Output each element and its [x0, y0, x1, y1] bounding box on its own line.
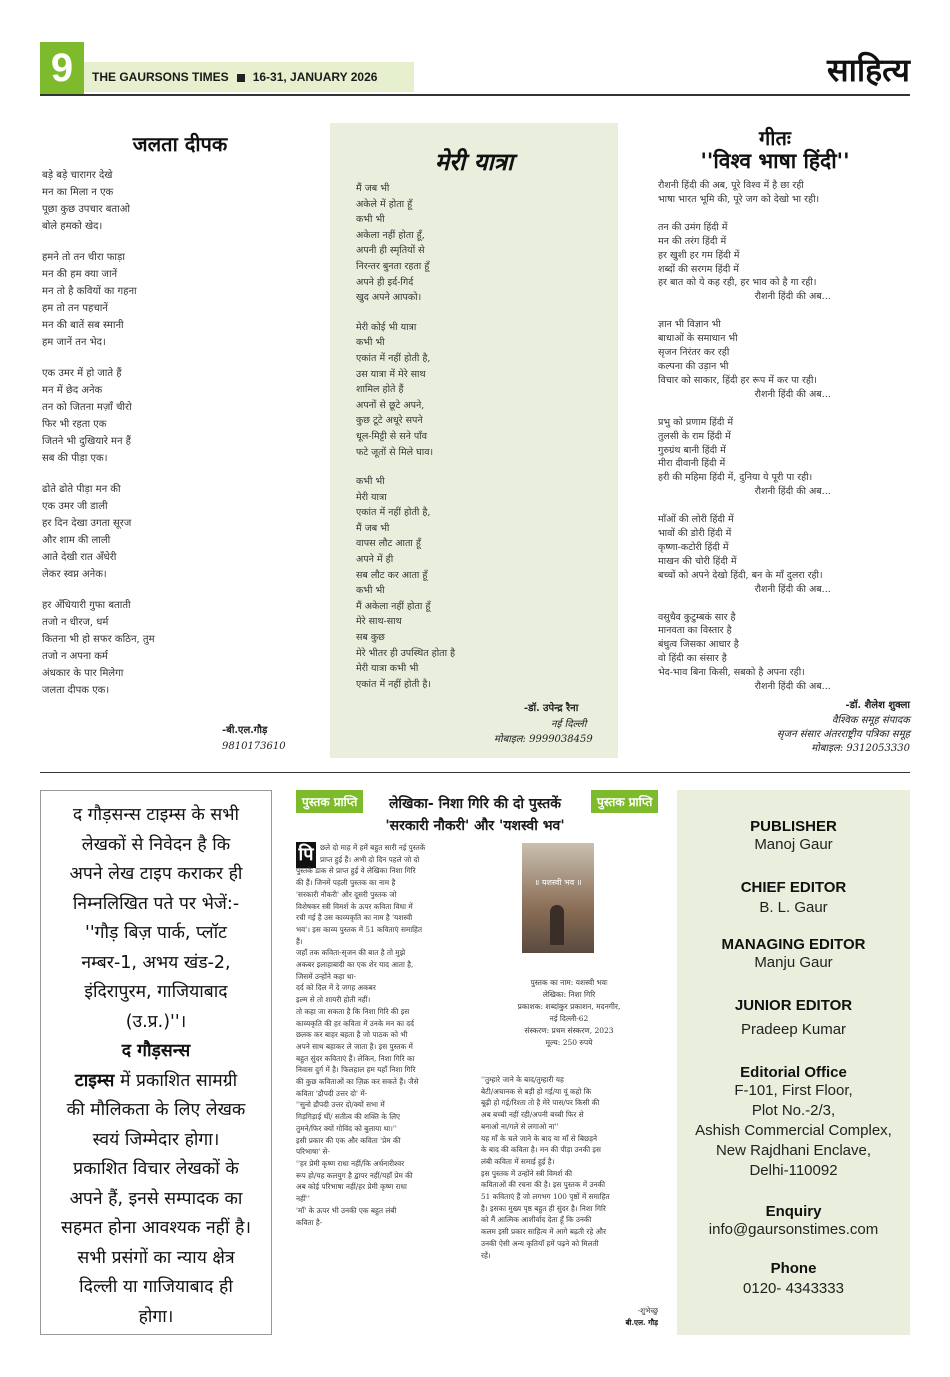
poem-line: खुद अपने आपको। — [356, 292, 422, 304]
poem-line: बंधुत्व जिसका आधार है — [658, 639, 739, 651]
poem-line: ज्ञान भी विज्ञान भी — [658, 319, 721, 331]
poem-line: कभी भी — [356, 337, 385, 349]
review-line: की हैं। जिनमें पहली पुस्तक का नाम है — [296, 878, 396, 888]
review-title: लेखिका- निशा गिरि की दो पुस्तकें 'सरकारी नौकरी' और 'यशस्वी भव' — [385, 796, 565, 834]
poem-line: रौशनी हिंदी की अब... — [658, 388, 831, 400]
review-line: बेटी/अचानक से बड़ी हो गई/या यूं कहो कि — [481, 1086, 592, 1096]
poem-line: जलता दीपक एक। — [42, 685, 110, 696]
book-cover-title: ॥ यशस्वी भव ॥ — [534, 878, 582, 887]
poem2-body — [356, 181, 606, 692]
notice-line: होगा। — [138, 1306, 174, 1327]
review-line: कविताओं की रचना की है। इस पुस्तक में उनकी — [481, 1180, 605, 1190]
poem-line — [658, 499, 910, 513]
poem-line: लेकर स्वप्न अनेक। — [42, 569, 107, 580]
poem-line: रौशनी हिंदी की अब... — [658, 583, 831, 595]
review-line: 51 कविताएं हैं जो लगभग 100 पृष्ठों में समाहित — [481, 1192, 610, 1202]
notice-line: निम्नलिखित पते पर भेजें:- — [72, 893, 240, 914]
poem1-title: जलता दीपक — [132, 132, 228, 156]
review-line: रहें। — [481, 1250, 491, 1260]
poem-line: वसुधैव कुटुम्बकं सार है — [658, 611, 736, 623]
poem-line: हर बात को ये कह रही, हर भाव को है गा रही। — [658, 277, 817, 289]
poem-line: मेरे भीतर ही उपस्थित होता है — [356, 647, 456, 659]
review-line: गिड़गिड़ाई थीं/ सतीत्व की शक्ति के लिए — [296, 1112, 401, 1122]
poem-line: उस यात्रा में मेरे साथ — [356, 368, 426, 380]
poem-line: अंधकार के पार मिलेगा — [42, 668, 124, 679]
review-line: है। इसका मुख्य पृष्ठ बहुत ही सुंदर है। निशा गिरि — [481, 1203, 606, 1213]
review-line: जिसमें उन्होंने कहा था- — [296, 971, 356, 981]
poem-line — [42, 235, 282, 249]
book-name: पुस्तक का नाम: यशस्वी भवः — [530, 978, 608, 987]
review-line: तुमने/फिर क्यों गोविंद को बुलाया था।'' — [296, 1123, 397, 1133]
poem-line: कभी भी — [356, 585, 385, 597]
poem-line — [356, 460, 606, 474]
managing-editor-label: MANAGING EDITOR — [721, 936, 866, 953]
review-line: कविता 'द्रौपदी उत्तर दो' में- — [296, 1088, 368, 1098]
book-received-tag-left: पुस्तक प्राप्ति — [296, 790, 363, 813]
notice-line: की मौलिकता के लिए लेखक — [66, 1100, 246, 1120]
poem2-phone: मोबाइल: 9999038459 — [494, 734, 593, 745]
poem3-phone: मोबाइल: 9312053330 — [811, 743, 910, 754]
poem-line: वापस लौट आता हूँ — [356, 538, 421, 550]
notice-line: प्रकाशित विचार लेखकों के — [73, 1159, 239, 1179]
chief-editor-name: B. L. Gaur — [759, 899, 828, 916]
notice-line: द गौड़सन्स टाइम्स के सभी — [72, 805, 240, 825]
poem-line: मेरी यात्रा — [356, 491, 387, 503]
poem-line: मन की बातें सब स्मानी — [42, 320, 124, 331]
review-line: विशेषकर स्त्री विमर्श के ऊपर कविता विधा में — [296, 901, 413, 911]
enquiry-label: Enquiry — [765, 1203, 822, 1220]
office-label: Editorial Office — [740, 1064, 847, 1081]
poem-line: बाधाओं के समाधान भी — [658, 333, 738, 345]
poem-line: सब कुछ — [356, 632, 385, 644]
review-line: छले दो माह में हमें बहुत सारी नई पुस्तकें — [320, 843, 426, 852]
review-line: उनकी ऐसी अन्य कृतियाँ हमें पढ़ने को मिलती — [481, 1238, 599, 1248]
poem-line: बच्चों को अपने देखो हिंदी, बन के माँ दुलरा रही। — [658, 569, 823, 581]
office-line: Delhi-110092 — [749, 1162, 838, 1179]
poem-line — [658, 597, 910, 611]
book-author: लेखिका: निशा गिरि — [542, 990, 596, 999]
poem1-author: -बी.एल.गौड़ — [222, 725, 268, 736]
poem-line: कितना भी हो सफर कठिन, तुम — [42, 634, 155, 645]
book-details — [484, 977, 654, 1049]
notice-line: दिल्ली या गाजियाबाद ही — [79, 1277, 233, 1297]
review-line: ''तुम्हारे जाने के बाद/तुम्हारी यह — [481, 1075, 564, 1084]
review-line: इल्म से तो शायरी होती नहीं। — [296, 995, 371, 1005]
poem-line: अपने ही इर्द-गिर्द — [356, 276, 414, 288]
poem-line — [42, 467, 282, 481]
poem3-title-line1: गीतः — [759, 126, 791, 150]
poem-line — [42, 583, 282, 597]
poem-line: अकेला नहीं होता हूँ, — [356, 229, 425, 241]
poem-line: हमने तो तन चीरा फाड़ा — [42, 252, 125, 263]
poem-line: भेद-भाव बिना किसी, सबको है अपना रही। — [658, 667, 805, 679]
book-received-tag-right: पुस्तक प्राप्ति — [591, 790, 658, 813]
poem-line: एकांत में नहीं होती है। — [356, 678, 431, 690]
managing-editor-name: Manju Gaur — [754, 954, 833, 971]
poem-line: सृजन निरंतर कर रही — [658, 347, 730, 359]
poem-line: भावों की डोरी हिंदी में — [658, 528, 732, 540]
poem-line: एकांत में नहीं होती है, — [356, 352, 431, 364]
publisher-box — [677, 790, 910, 1335]
poem-line: एक उमर जी डाली — [42, 501, 108, 512]
poem3-role1: वैश्विक समूह संपादक — [831, 715, 910, 726]
book-price: मूल्य: 250 रुपये — [545, 1038, 593, 1047]
review-line: जहाँ तक कविता-सृजन की बात है तो मुझे — [296, 948, 406, 958]
notice-box — [40, 790, 272, 1335]
notice-line: सहमत होना आवश्यक नहीं है। — [61, 1218, 251, 1238]
book-city: नई दिल्ली-62 — [549, 1014, 589, 1023]
notice-line: इंदिरापुरम, गाजियाबाद — [84, 982, 228, 1002]
poem-line — [658, 304, 910, 318]
poem-line: धूल-मिट्टी से सने पाँव — [356, 430, 428, 442]
poem-line: गुरुग्रंथ बानी हिंदी में — [658, 444, 726, 456]
book-cover-image — [522, 843, 594, 953]
poem-line: रौशनी हिंदी की अब, पूरे विश्व में है छा रही — [658, 180, 804, 191]
poem-line: अकेले में होता हूँ — [356, 198, 413, 210]
poem-line: हर खुशी हर गम हिंदी में — [658, 249, 740, 261]
poem-line: हम जानें तन भेद। — [42, 337, 106, 348]
review-line: कविता है- — [296, 1217, 323, 1227]
newspaper-name: THE GAURSONS TIMES — [92, 70, 229, 84]
review-line: इस पुस्तक में उन्होंने स्त्री विमर्श की — [481, 1168, 573, 1178]
review-line: ''सुनो द्रौपदी उत्तर दो/क्यों सभा में — [296, 1100, 385, 1110]
poem-line: अपनी ही स्मृतियों से — [356, 245, 425, 257]
poem-line: हरी की महिमा हिंदी में, दुनिया ये पूरी पा रही। — [658, 472, 813, 484]
review-line: की कुछ कविताओं का ज़िक्र कर सकते हैं। जैसे — [296, 1077, 419, 1087]
book-edition: संस्करण: प्रथम संस्करण, 2023 — [524, 1026, 614, 1035]
poem-line: बोले हमको खेद। — [42, 221, 103, 232]
poem-line: कृष्णा-कटोरी हिंदी में — [658, 541, 729, 553]
poem-line: फटे जूतों से मिले घाव। — [356, 446, 434, 458]
office-address — [677, 1081, 910, 1181]
issue-date: 16-31, JANUARY 2026 — [252, 70, 378, 84]
poem-line: मैं अकेला नहीं होता हूँ — [356, 600, 431, 612]
notice-disclaimer-rest — [49, 1096, 263, 1332]
poem1-phone: 9810173610 — [222, 741, 286, 752]
poem-line: विचार को साकार, हिंदी हर रूप में कर पा रही। — [658, 374, 818, 386]
poem-line: माँओं की लोरी हिंदी में — [658, 514, 734, 526]
notice-line: ''गौड़ बिज़ पार्क, प्लॉट — [85, 923, 227, 943]
poem3-author: -डॉ. शैलेश शुक्ला — [845, 700, 910, 711]
poem-line: हर अँधियारी गुफा बताती — [42, 600, 131, 611]
review-line: रची गई है उस काव्यकृति का नाम है 'यशस्वी — [296, 913, 413, 923]
header-rule — [40, 94, 910, 96]
review-line: इसी प्रकार की एक और कविता 'प्रेम की — [296, 1135, 401, 1145]
review-sign: -शुभेच्छु बी.एल. गौड़ — [625, 1306, 658, 1327]
review-line: काव्यकृति की हर कविता में उनके मन का दर्द — [296, 1018, 415, 1028]
poem-line: तजो न अपना कर्म — [42, 651, 108, 662]
notice-line: सभी प्रसंगों का न्याय क्षेत्र — [77, 1247, 235, 1268]
page-number: 9 — [40, 42, 84, 94]
review-line: यह माँ के चले जाने के बाद या माँ से बिछड़ने — [481, 1133, 598, 1143]
review-line: तो कहा जा सकता है कि निशा गिरि की इस — [296, 1006, 410, 1016]
notice-disclaimer-2: टाइम्स में प्रकाशित सामग्री — [74, 1070, 238, 1091]
review-line: परिभाषा' से- — [296, 1147, 330, 1157]
notice-text — [49, 801, 263, 1037]
review-line: भव'। इस काव्य पुस्तक में 51 कविताएं समाहित — [296, 924, 423, 934]
review-line: निवास दुर्ग में है। फिलहाल हम यहाँ निशा गिरि — [296, 1065, 416, 1075]
review-line: अकबर इलाहाबादी का एक शेर याद आता है, — [296, 960, 414, 970]
poem2-title: मेरी यात्रा — [434, 147, 514, 176]
poem-line: रौशनी हिंदी की अब... — [658, 291, 831, 303]
review-line: अब बच्ची नहीं रही/अपनी बच्ची फिर से — [481, 1110, 584, 1120]
publisher-name: Manoj Gaur — [754, 836, 833, 853]
poem3-title-line2: ''विश्व भाषा हिंदी'' — [700, 149, 850, 173]
poem-line: मन तो है कवियों का गहना — [42, 286, 137, 297]
poem-line: कभी भी — [356, 476, 385, 488]
poem-line: तजो न धीरज, धर्म — [42, 617, 109, 628]
review-column-2 — [481, 1074, 659, 1261]
review-line: हैं। — [296, 936, 303, 946]
office-line: F-101, First Floor, — [734, 1082, 853, 1099]
dropcap: पि — [296, 842, 316, 868]
enquiry-email[interactable]: info@gaursonstimes.com — [708, 1221, 879, 1238]
poem2-city: नई दिल्ली — [551, 719, 587, 730]
notice-line: नम्बर-1, अभय खंड-2, — [81, 952, 231, 973]
review-line: अब कोई परिभाषा नहीं/हर प्रेमी कृष्ण राधा — [296, 1182, 407, 1192]
square-bullet-icon — [237, 74, 245, 82]
poem-line: हर दिन देखा उगता सूरज — [42, 518, 132, 529]
review-column-1 — [296, 842, 472, 1228]
notice-disclaimer: द गौड़सन्स — [121, 1041, 191, 1061]
poem-line: सब लौट कर आता हूँ — [356, 569, 428, 581]
praying-figure — [550, 905, 564, 945]
review-line: रूप हो/यह कलयुग है द्वापर नहीं/यहाँ प्रेम की — [296, 1170, 413, 1180]
review-line: अपने साथ बहाकर ले जाता है। इस पुस्तक में — [296, 1041, 413, 1051]
section-divider — [40, 772, 910, 773]
junior-editor-name: Pradeep Kumar — [740, 1021, 847, 1038]
poem-line: मन की हम क्या जानें — [42, 269, 118, 280]
poem-line: मन की तरंग हिंदी में — [658, 235, 727, 247]
masthead-strip — [84, 62, 414, 92]
poem-line: मानवता का विस्तार है — [658, 625, 732, 637]
poem-line: फिर भी रहता एक — [42, 419, 107, 430]
poem-line: हम तो तन पहचानें — [42, 303, 108, 314]
review-line: 'माँ' के ऊपर भी उनकी एक बहुत लंबी — [296, 1205, 397, 1215]
poem-line: रौशनी हिंदी की अब... — [658, 486, 831, 498]
poem-line: अपनों से छूटे अपने, — [356, 399, 425, 411]
poem-line: भाषा भारत भूमि की, पूरे जग को देखो भा रही। — [658, 193, 820, 205]
book-publisher: प्रकाशक: शब्दांकुर प्रकाशन, मदनगीर, — [517, 1002, 621, 1011]
poem-line: तन को जितना मज़ाँ चीरो — [42, 402, 132, 413]
notice-line: लेखकों से निवेदन है कि — [81, 834, 231, 855]
publisher-label: PUBLISHER — [750, 818, 837, 835]
office-line: New Rajdhani Enclave, — [715, 1142, 872, 1159]
office-line: Plot No.-2/3, — [751, 1102, 836, 1119]
review-line: दर्द को दिल में दे जगह अकबर — [296, 983, 376, 993]
poem-line: मैं जब भी — [356, 183, 390, 194]
poem-line: और शाम की लाली — [42, 535, 111, 546]
poem-line: शब्दों की सरगम हिंदी में — [658, 263, 739, 275]
chief-editor-label: CHIEF EDITOR — [740, 879, 847, 896]
poem-line: प्रभु को प्रणाम हिंदी में — [658, 416, 734, 428]
review-line: कलम इसी प्रकार साहित्य में आगे बढ़ती रहे और — [481, 1227, 607, 1237]
poem-line: कल्पना की उड़ान भी — [658, 360, 729, 372]
poem-line: मन का मिला न एक — [42, 187, 114, 198]
poem-line: आते देखी रात अँधेरी — [42, 552, 117, 563]
notice-line: अपने लेख टाइप कराकर ही — [69, 864, 243, 884]
poem-line: तुलसी के राम हिंदी में — [658, 430, 731, 442]
poem-line: कभी भी — [356, 214, 385, 226]
poem-line: तन की उमंग हिंदी में — [658, 221, 728, 233]
poem-line: मैं जब भी — [356, 522, 390, 534]
poem-line — [42, 351, 282, 365]
review-line: ''हर प्रेमी कृष्ण राधा नहीं/कि अर्धनारीश्वर — [296, 1158, 405, 1168]
poem-line: माखन की चोरी हिंदी में — [658, 555, 737, 567]
poem1-body — [42, 167, 282, 699]
poem3-body — [658, 179, 910, 694]
poem-line: शामिल होते हैं — [356, 384, 404, 396]
notice-line: अपने हैं, इनसे सम्पादक का — [69, 1188, 243, 1209]
notice-line: स्वयं जिम्मेदार होगा। — [92, 1129, 220, 1150]
poem3-role2: सृजन संसार अंतरराष्ट्रीय पत्रिका समूह — [776, 729, 910, 740]
review-line: प्राप्त हुई हैं। अभी दो दिन पहले जो दो — [320, 854, 420, 864]
review-line: 'सरकारी नौकरी' और दूसरी पुस्तक जो — [296, 889, 397, 899]
poem2-author: -डॉ. उपेन्द्र रैना — [524, 703, 579, 714]
poem-line: एक उमर में हो जाते हैं — [42, 368, 122, 379]
poem-line: मेरे साथ-साथ — [356, 616, 402, 628]
poem-line: सब की पीड़ा एक। — [42, 453, 108, 464]
junior-editor-label: JUNIOR EDITOR — [734, 997, 853, 1014]
review-line: बनाओ ना/गले से लगाओ ना'' — [481, 1121, 559, 1131]
section-title: साहित्य — [826, 51, 910, 89]
review-line: छलक कर बाहर बहता है जो पाठक को भी — [296, 1030, 408, 1040]
poem-line: कुछ टूटे अधूरे सपने — [356, 415, 423, 427]
review-line: को मैं आत्मिक आशीर्वाद देता हूँ कि उनकी — [481, 1215, 592, 1225]
review-line: नहीं'' — [296, 1194, 310, 1204]
poem-line: मेरी कोई भी यात्रा — [356, 321, 417, 333]
review-line: बूढ़ी हो गई/रिश्ता तो है मेरे पास/पर किसी की — [481, 1098, 600, 1108]
poem-line: अपने में ही — [356, 554, 394, 566]
review-line: लंबी कविता में समाई हुई है। — [481, 1156, 555, 1166]
poem-line — [356, 306, 606, 320]
poem-line: निरन्तर बुनता रहता हूँ — [356, 260, 430, 272]
review-line: के बाद की कविता है। मन की पीड़ा उनकी इस — [481, 1145, 601, 1155]
phone-number: 0120- 4343333 — [743, 1280, 844, 1297]
poem-line: मीरा दीवानी हिंदी में — [658, 458, 726, 470]
notice-line: (उ.प्र.)''। — [125, 1011, 187, 1032]
poem-line: एकांत में नहीं होती है, — [356, 507, 431, 519]
phone-label: Phone — [770, 1260, 817, 1277]
poem-line: मन में छेद अनेक — [42, 385, 103, 396]
poem-line: बड़े बड़े चारागर देखे — [42, 170, 113, 181]
poem-line: रौशनी हिंदी की अब... — [658, 681, 831, 693]
poem-line — [658, 207, 910, 221]
poem-line: ढोते ढोते पीड़ा मन की — [42, 484, 121, 495]
review-line: पुस्तकें डाक से प्राप्त हुई वे लेखिका निशा गिरि — [296, 866, 416, 876]
review-line: बहुत सुंदर कविताएं हैं। लेकिन, निशा गिरि का — [296, 1053, 415, 1063]
poem-line: जितने भी दुखियारे मन हैं — [42, 436, 131, 447]
poem-line: वो हिंदी का संसार है — [658, 653, 727, 665]
poem-line: मेरी यात्रा कभी भी — [356, 663, 419, 675]
poem-line — [658, 402, 910, 416]
office-line: Ashish Commercial Complex, — [695, 1122, 892, 1139]
poem-line: पूछा कुछ उपचार बताओ — [42, 204, 130, 215]
